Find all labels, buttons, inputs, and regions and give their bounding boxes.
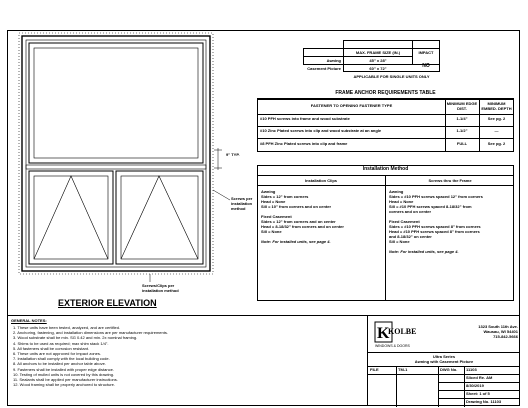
picture-sash-outer — [29, 43, 203, 163]
casement-size-cell: 60" x 72" — [343, 56, 413, 65]
anchor-row-desc: #8 PFH Zinc Plated screws into clip and frame — [260, 141, 348, 146]
note-item: 10. Testing of mulled units is not covered by this drawing. — [13, 371, 115, 377]
anchor-row-embed: See pg. 2 — [487, 141, 506, 146]
file-value: TM-1 — [398, 367, 408, 372]
general-notes — [7, 315, 367, 406]
sheet-value: Sheet: 1 of 5 — [466, 391, 490, 396]
note-item: 2. Anchoring, fastening, and installation dimensions are per manufacturer requirements. — [13, 330, 168, 336]
installation-method-box — [257, 165, 514, 301]
kolbe-logo — [374, 321, 417, 351]
anchor-row-edge: 1-1/2" — [456, 128, 468, 133]
series-name: Ultra Series — [432, 354, 456, 359]
drawing-number-value: Drawing No. 11103 — [466, 399, 502, 404]
screws-thru-frame-title: Screws thru the Frame — [428, 178, 472, 183]
note-item: 7. Installation shall comply with the local building code. — [13, 356, 110, 362]
installation-clips-title: Installation Clips — [304, 178, 337, 183]
elevation-title: EXTERIOR ELEVATION — [58, 298, 157, 308]
note-item: 9. Fasteners shall be installed with proper edge distance. — [13, 366, 114, 372]
drawing-subtitle: Awning with Casement Picture — [414, 359, 474, 364]
note-item: 12. Wood framing shall be properly anchored to structure. — [13, 382, 115, 388]
note-item: 6. These units are not approved for impact zones. — [13, 351, 101, 357]
file-label: FILE — [370, 367, 379, 372]
installation-clips-text: Awning Sides = 12" from corners Head = None Sill = 10" from corners and on center Fixed Casement Sides = 12" from corners and on center Head = 8-18/32" from corners and on center Sill = None Note: For installed units, see page 4. — [261, 189, 344, 244]
anchor-header-fastener: FASTENER TO OPENING FASTENER TYPE — [310, 103, 393, 108]
svg-text:K: K — [377, 325, 390, 342]
anchor-row-desc: #10 Zinc Plated screws into clip and wood substrate at an angle — [260, 128, 382, 133]
screws-thru-frame-text: Awning Sides = #10 PFH screws spaced 12" from corners Head = None Sill = #10 PFH screws spaced 8-18/32" from corners and on center Fixed Casement Sides = #10 PFH screws spaced 8" from corners Head = #10 PFH screws spaced 8" from corners and 8-18/32" on center Sill = None Note: For installed units, see page 4. — [389, 189, 483, 254]
dimension-label: 9" TYP. — [226, 152, 240, 157]
notes-list — [13, 325, 363, 387]
callout-right-text: Screws per installation method — [231, 196, 253, 211]
note-item: 11. Sealants shall be applied per manufacturer instructions. — [13, 377, 118, 383]
company-address: 1323 South 11th Ave. Wausau, WI 54401 715-842-5666 — [478, 324, 518, 339]
note-item: 4. Shims to be used as required; max shim stack 1/4". — [13, 340, 109, 346]
awning-sash-left — [29, 171, 113, 264]
anchor-header-embed: MINIMUM EMBED. DEPTH — [481, 101, 512, 111]
anchor-header-edge: MINIMUM EDGE DIST. — [446, 101, 478, 111]
casement-label-cell: Casement Picture — [303, 56, 344, 65]
date-value: 8/30/2019 — [466, 383, 484, 388]
awning-glass-right — [121, 176, 198, 259]
title-block — [367, 315, 520, 406]
impact-header: IMPACT — [412, 40, 440, 49]
note-item: 1. These units have been tested, analyzed, and are certified. — [13, 325, 121, 330]
revision-value: Sliced Re. AM — [466, 375, 493, 380]
awning-size-cell: 45" x 28" — [343, 48, 413, 57]
anchor-row-edge: FULL — [456, 141, 468, 146]
company-name: KOLBE — [388, 327, 417, 336]
callout-leader-right — [213, 190, 230, 200]
dwg-label: DWG No. — [440, 367, 458, 372]
impact-value-cell: NO — [412, 48, 440, 65]
note-item: 3. Wood substrate shall be min. SG 0.42 and min. 2x nominal framing. — [13, 335, 138, 341]
note-item: 8. All anchors to be installed per anchor table above. — [13, 361, 106, 367]
anchor-requirements-table — [257, 90, 514, 152]
notes-title: GENERAL NOTES: — [11, 318, 47, 323]
note-item: 5. All fasteners shall be corrosion resistant. — [13, 345, 90, 351]
awning-glass-left — [34, 176, 108, 259]
awning-swing-right — [121, 176, 198, 259]
awning-label-cell: Awning — [303, 48, 344, 57]
anchor-row-edge: 1-1/4" — [456, 116, 468, 121]
dwg-value: 11103 — [466, 367, 477, 372]
anchor-table-title: FRAME ANCHOR REQUIREMENTS TABLE — [257, 90, 514, 99]
horizontal-mullion — [26, 165, 206, 169]
anchor-row-desc: #10 PFH screws into frame and wood substrate — [260, 116, 350, 121]
callout-bottom-text: Screws/Clips per installation method — [142, 283, 179, 293]
installation-title: Installation Method — [362, 166, 409, 172]
max-frame-header: MAX. FRAME SIZE (IN.) — [343, 40, 413, 49]
anchor-row-embed: See pg. 2 — [487, 116, 506, 121]
awning-swing-left — [34, 176, 108, 259]
max-frame-table — [303, 40, 440, 82]
applicable-note-cell: APPLICABLE FOR SINGLE UNITS ONLY — [343, 64, 440, 72]
company-tagline: WINDOWS & DOORS — [375, 344, 410, 348]
awning-sash-right — [116, 171, 203, 264]
anchor-row-embed: — — [494, 128, 499, 133]
picture-glass — [34, 48, 198, 158]
